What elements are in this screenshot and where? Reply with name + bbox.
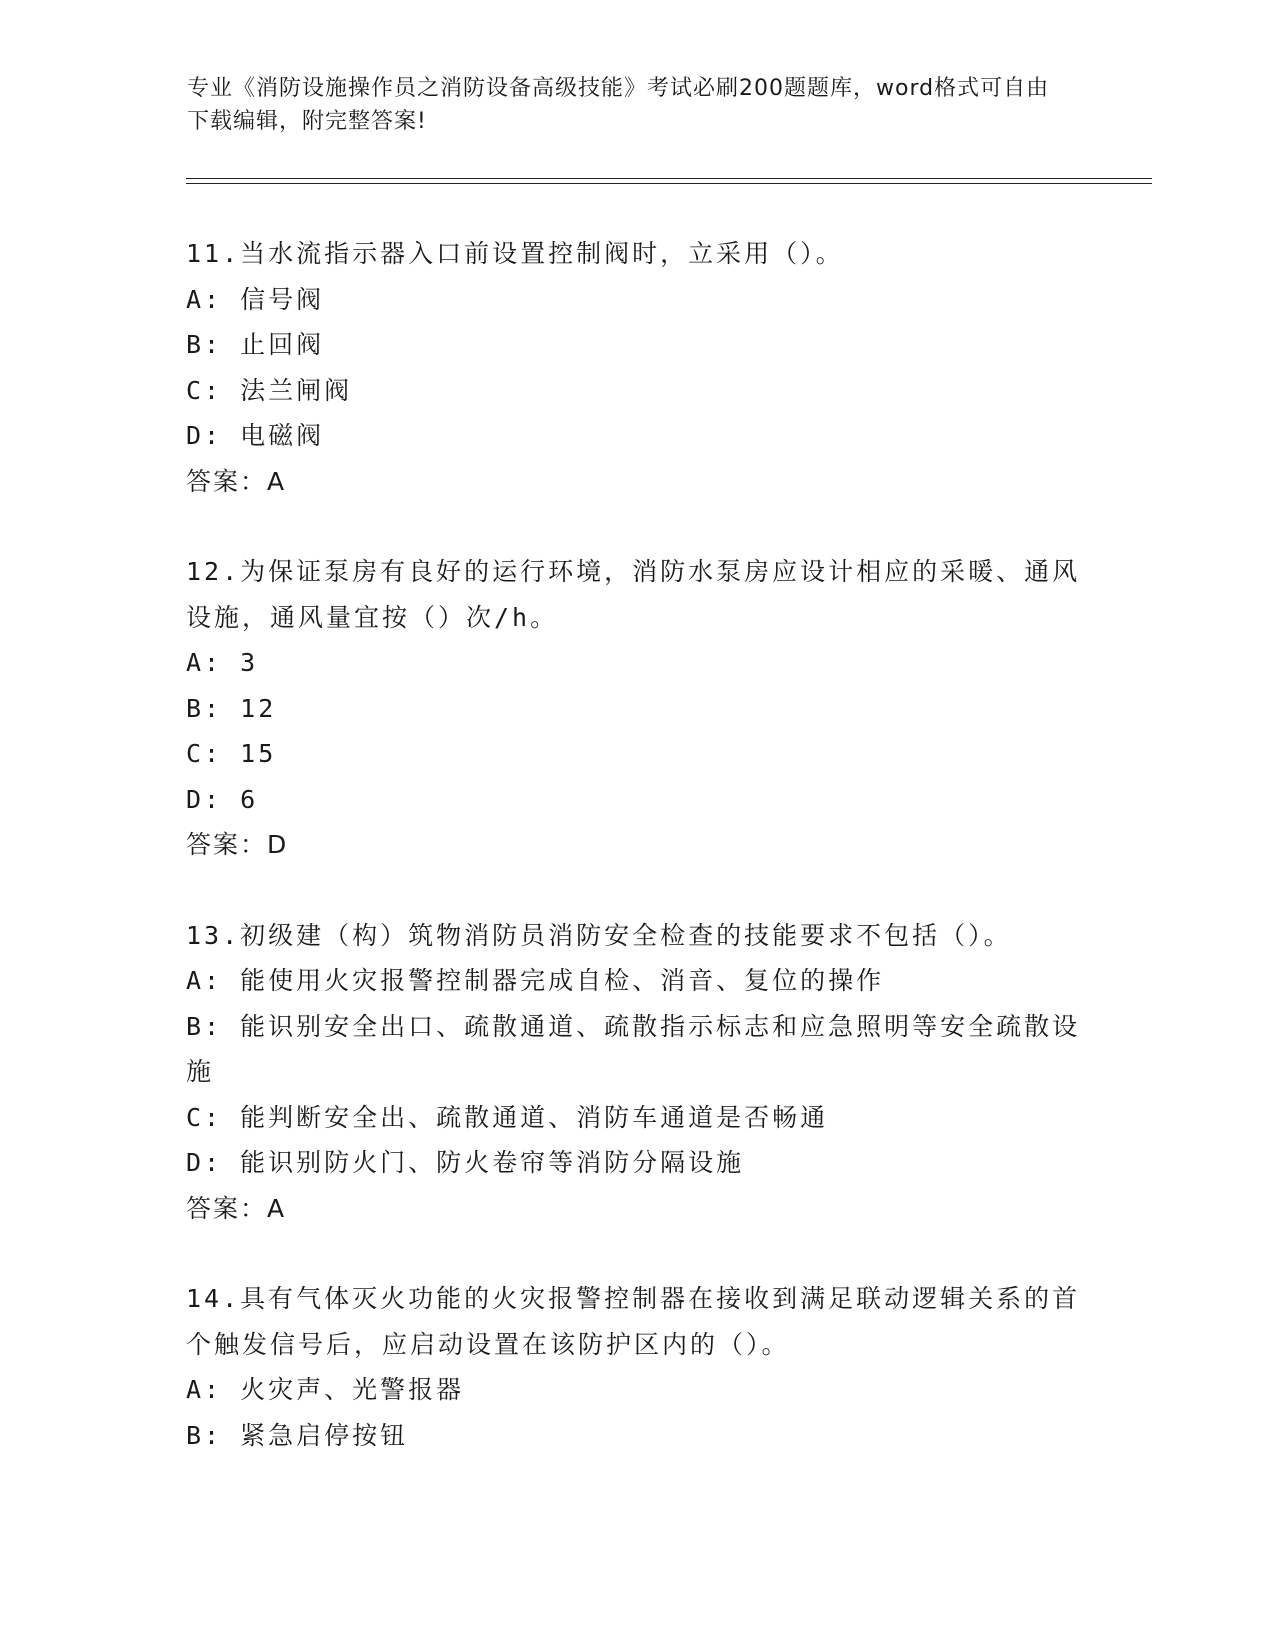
option-d: D: 电磁阀	[186, 421, 325, 450]
question-12	[186, 549, 1086, 868]
question-14	[186, 1276, 1086, 1458]
question-stem: 13.初级建（构）筑物消防员消防安全检查的技能要求不包括（）。	[186, 920, 1012, 950]
header-rule-bottom	[186, 183, 1152, 184]
answer: 答案：A	[186, 1193, 287, 1223]
question-stem: 12.为保证泵房有良好的运行环境，消防水泵房应设计相应的采暖、通风设施，通风量宜按（）次/h。	[186, 557, 1081, 632]
option-d: D: 能识别防火门、防火卷帘等消防分隔设施	[186, 1148, 745, 1177]
question-list	[186, 231, 1086, 1503]
option-b: B: 紧急启停按钮	[186, 1420, 409, 1450]
header-rule-top	[186, 178, 1152, 179]
answer: 答案：D	[186, 830, 289, 859]
option-c: C: 法兰闸阀	[186, 375, 353, 405]
question-13	[186, 913, 1086, 1232]
option-b: B: 止回阀	[186, 330, 325, 359]
option-b: B: 12	[186, 693, 277, 723]
option-a: A: 火灾声、光警报器	[186, 1375, 465, 1404]
option-c: C: 15	[186, 739, 277, 768]
option-d: D: 6	[186, 784, 259, 814]
option-c: C: 能判断安全出、疏散通道、消防车通道是否畅通	[186, 1102, 829, 1132]
option-a: A: 能使用火灾报警控制器完成自检、消音、复位的操作	[186, 966, 885, 995]
question-11	[186, 231, 1086, 504]
option-a: A: 信号阀	[186, 284, 325, 314]
answer: 答案：A	[186, 466, 287, 496]
question-stem: 11.当水流指示器入口前设置控制阀时，立采用（）。	[186, 239, 844, 268]
question-stem: 14.具有气体灭火功能的火灾报警控制器在接收到满足联动逻辑关系的首个触发信号后，应启动设置在该防护区内的（）。	[186, 1284, 1081, 1359]
document-header: 专业《消防设施操作员之消防设备高级技能》考试必刷200题题库，word格式可自由下载编辑，附完整答案!	[187, 76, 1050, 134]
option-a: A: 3	[186, 648, 259, 677]
option-b: B: 能识别安全出口、疏散通道、疏散指示标志和应急照明等安全疏散设施	[186, 1011, 1081, 1086]
